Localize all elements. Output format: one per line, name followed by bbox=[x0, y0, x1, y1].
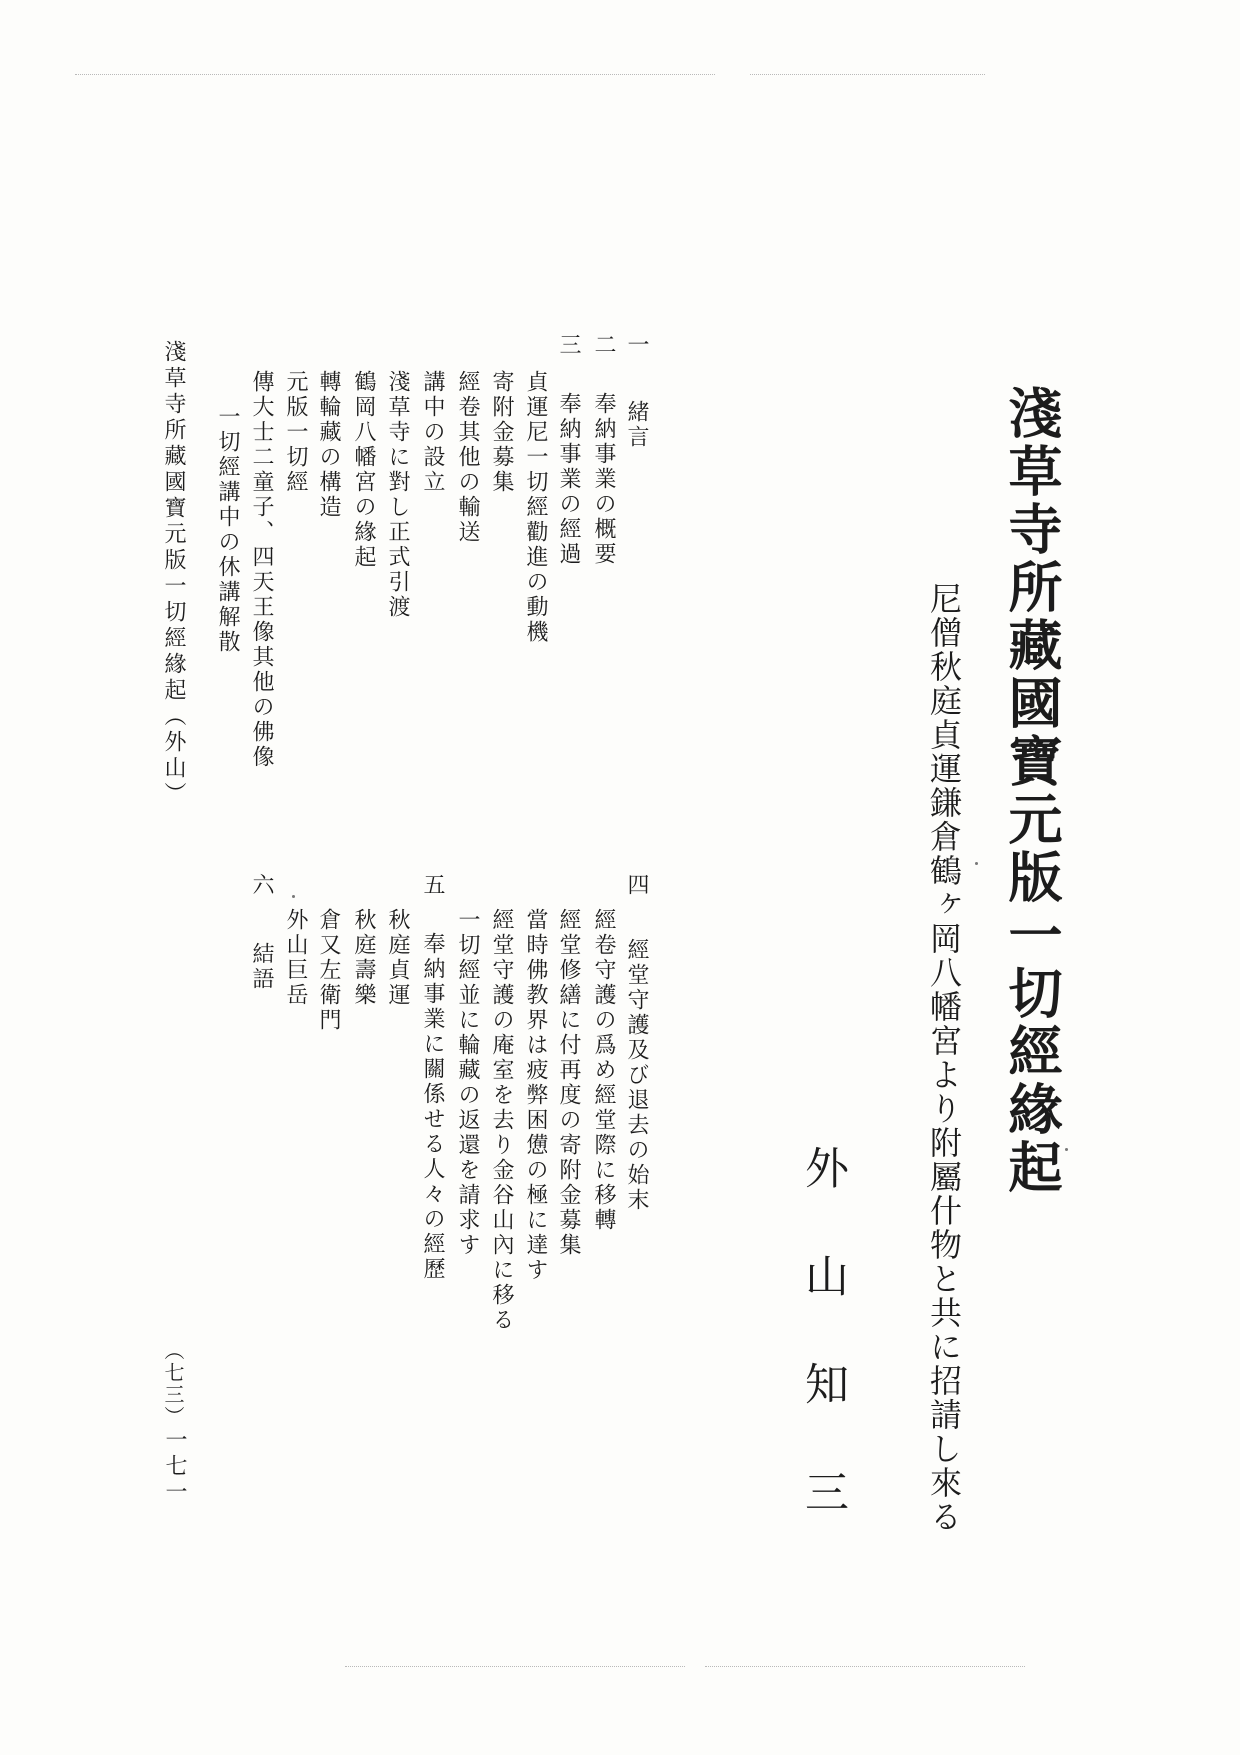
page-number: 一七一 bbox=[162, 1428, 187, 1506]
toc-item bbox=[625, 873, 647, 1213]
scan-dotted-line-top-left bbox=[75, 74, 715, 76]
toc-item-number: 一 bbox=[624, 333, 649, 358]
toc-item-number: 二 bbox=[591, 333, 616, 358]
toc-item-label: 奉納事業の經過 bbox=[556, 392, 581, 567]
toc-item: 秋庭壽樂 bbox=[351, 908, 376, 1008]
toc-item: 倉又左衛門 bbox=[316, 908, 341, 1033]
toc-item-label: 經堂守護及び退去の始末 bbox=[624, 938, 649, 1213]
toc-item-label: 奉納事業に關係せる人々の經歷 bbox=[420, 932, 445, 1282]
toc-item-label: 緒言 bbox=[624, 400, 649, 450]
toc-item: 傳大士二童子、四天王像其他の佛像 bbox=[249, 370, 274, 770]
toc-item-number: 四 bbox=[624, 873, 649, 898]
scan-speck bbox=[1065, 1148, 1068, 1151]
toc-item: 一切經講中の休講解散 bbox=[215, 405, 240, 655]
scan-speck bbox=[292, 895, 295, 898]
toc-item bbox=[625, 333, 647, 450]
toc-item: 一切經並に輪藏の返還を請求す bbox=[455, 908, 480, 1258]
scan-dotted-line-bottom-left bbox=[345, 1666, 685, 1668]
toc-item: 經卷其他の輸送 bbox=[455, 370, 480, 545]
running-title: 淺草寺所藏國寶元版一切經緣起（外山） bbox=[161, 340, 186, 808]
scan-dotted-line-bottom-right bbox=[705, 1666, 1025, 1668]
toc-item-number: 三 bbox=[556, 333, 581, 358]
toc-item: 寄附金募集 bbox=[489, 370, 514, 495]
scan-dotted-line-top-right bbox=[750, 74, 985, 76]
toc-item bbox=[557, 333, 579, 567]
toc-item-label: 結語 bbox=[249, 942, 274, 992]
toc-item: 經堂修繕に付再度の寄附金募集 bbox=[556, 908, 581, 1258]
toc-item-number: 六 bbox=[249, 873, 274, 898]
toc-item: 貞運尼一切經勸進の動機 bbox=[523, 370, 548, 645]
toc-item: 元版一切經 bbox=[283, 370, 308, 495]
article-title: 淺草寺所藏國寶元版一切經緣起 bbox=[1000, 385, 1064, 1197]
toc-item: 淺草寺に對し正式引渡 bbox=[385, 370, 410, 620]
toc-item bbox=[592, 333, 614, 567]
toc-item bbox=[421, 873, 443, 1282]
toc-item: 秋庭貞運 bbox=[385, 908, 410, 1008]
toc-item: 經堂守護の庵室を去り金谷山內に移る bbox=[489, 908, 514, 1333]
toc-item: 當時佛教界は疲弊困憊の極に達す bbox=[523, 908, 548, 1283]
toc-item bbox=[250, 873, 272, 992]
page-number-parenthetical: （七三） bbox=[161, 1340, 185, 1428]
toc-item: 經卷守護の爲め經堂際に移轉 bbox=[591, 908, 616, 1233]
toc-item-number: 五 bbox=[420, 873, 445, 898]
toc-item: 外山巨岳 bbox=[283, 908, 308, 1008]
toc-item: 轉輪藏の構造 bbox=[316, 370, 341, 520]
toc-item: 鶴岡八幡宮の緣起 bbox=[351, 370, 376, 570]
toc-item: 講中の設立 bbox=[420, 370, 445, 495]
article-subtitle: 尼僧秋庭貞運鎌倉鶴ヶ岡八幡宮より附屬什物と共に招請し來る bbox=[925, 582, 963, 1534]
scan-speck bbox=[975, 862, 978, 865]
article-author: 外山知三 bbox=[797, 1145, 848, 1577]
toc-item-label: 奉納事業の概要 bbox=[591, 392, 616, 567]
